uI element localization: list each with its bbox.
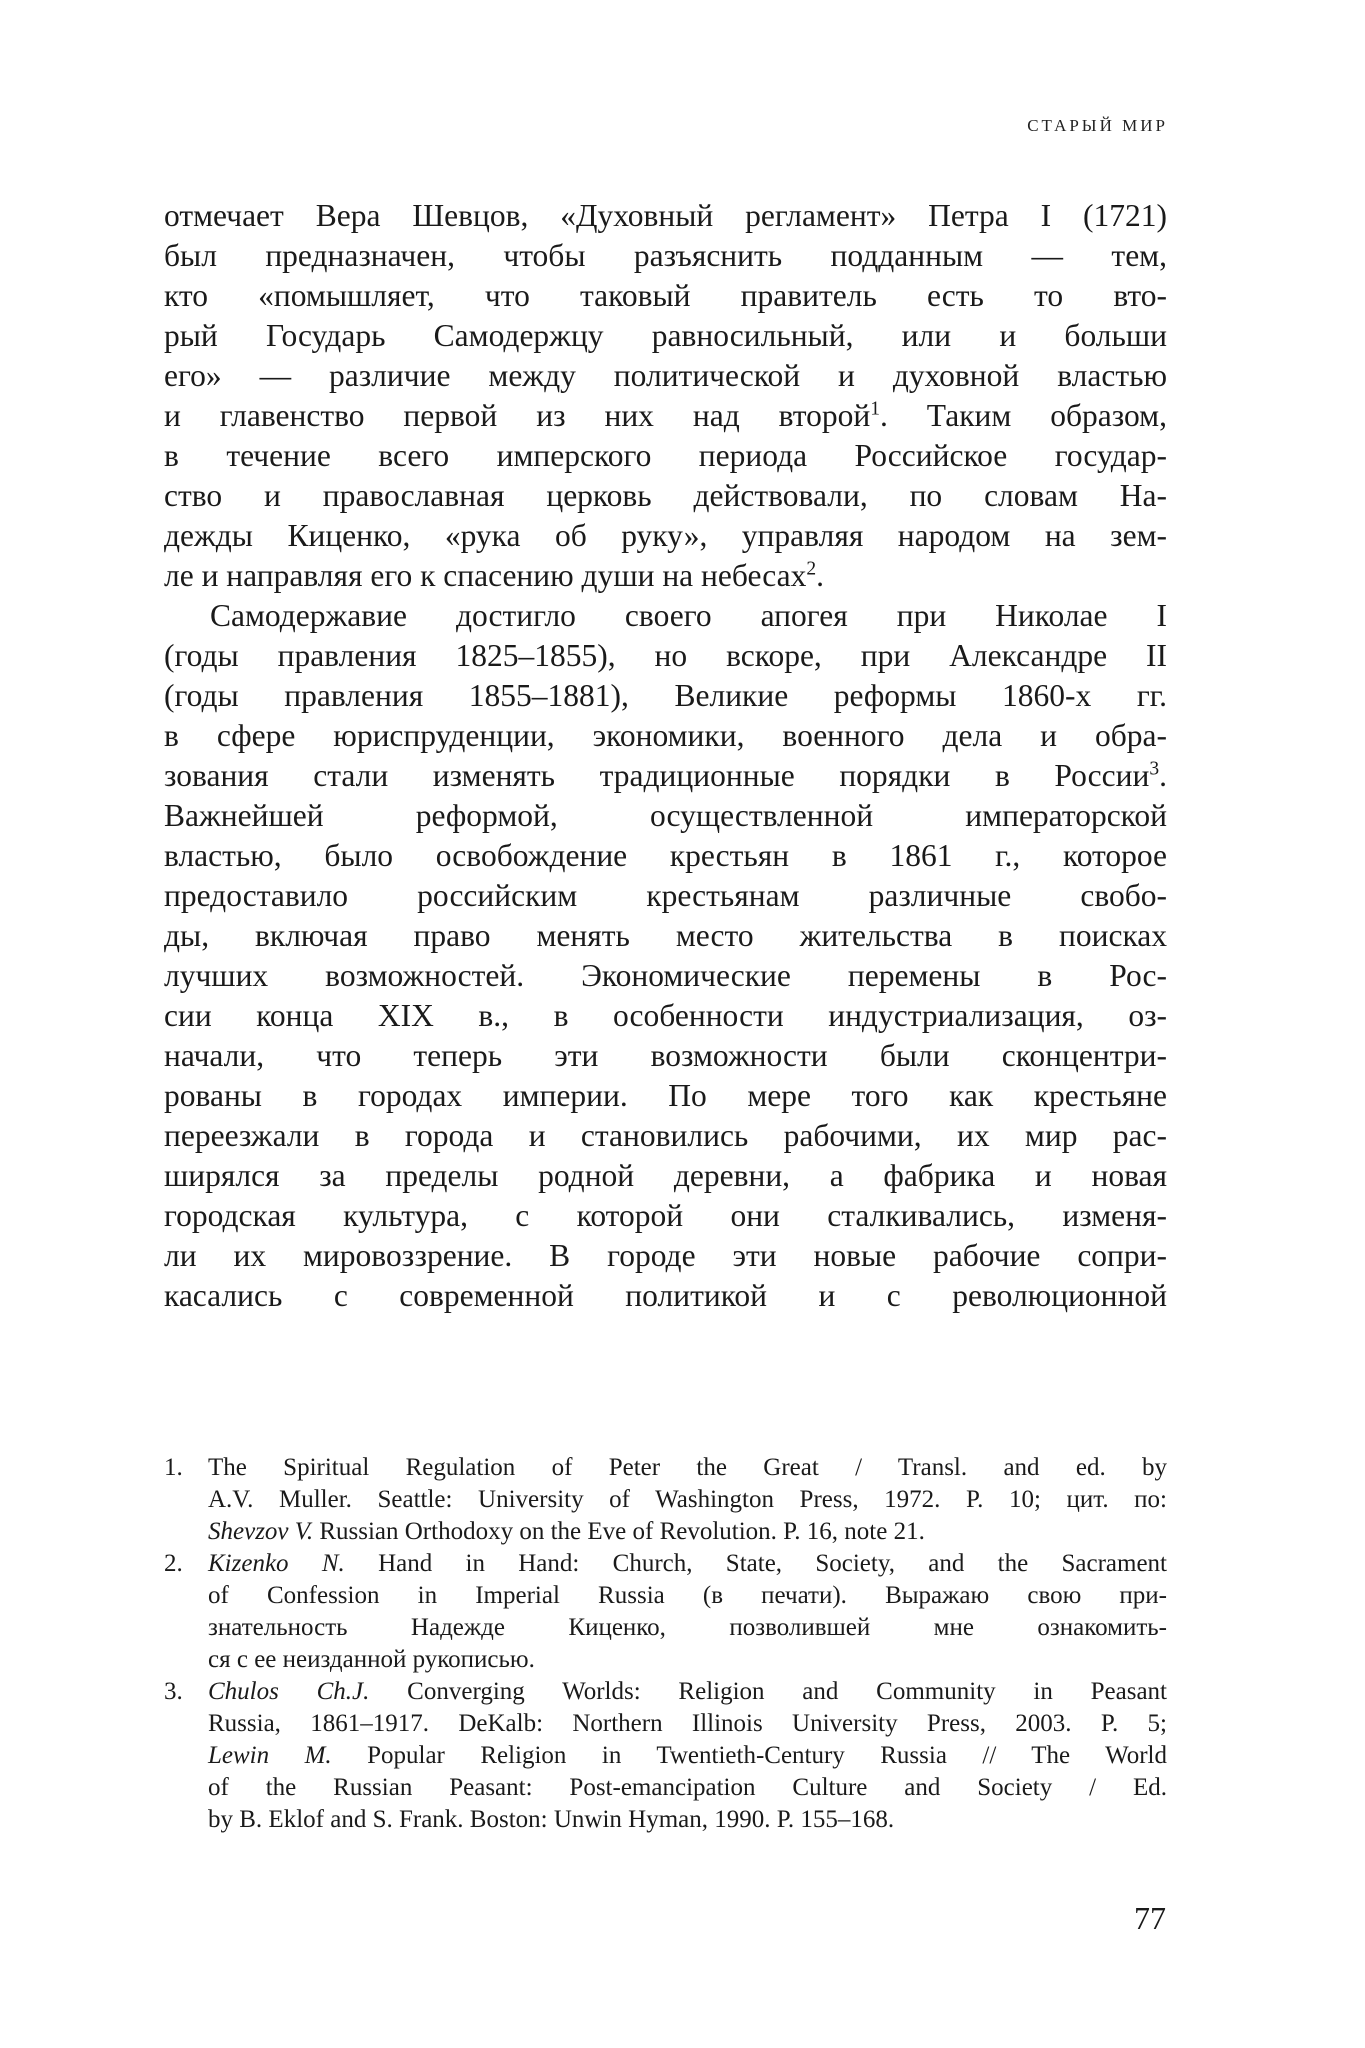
body-line: [164, 556, 1167, 596]
body-line: [164, 516, 1167, 556]
body-line-text: ство и православная церковь действовали, по словам На-: [164, 478, 1167, 513]
body-line-text: ды, включая право менять место жительства в поисках: [164, 918, 1167, 953]
footnote-line: [164, 1548, 1167, 1580]
body-line-text: в сфере юриспруденции, экономики, военного дела и обра-: [164, 718, 1167, 753]
footnote-number: 1.: [164, 1454, 183, 1481]
footnote-text: of Confession in Imperial Russia (в печати). Выражаю свою при-: [208, 1582, 1167, 1609]
footnote-line: [164, 1676, 1167, 1708]
body-line: [164, 1036, 1167, 1076]
body-line-text: кто «помышляет, что таковый правитель есть то вто-: [164, 278, 1167, 313]
footnote-author: Shevzov V.: [208, 1518, 314, 1545]
footnote-author: Kizenko N.: [208, 1550, 345, 1577]
footnote-line: [164, 1580, 1167, 1612]
footnote-line: [164, 1516, 1167, 1548]
footnote-reference[interactable]: 3: [1149, 758, 1160, 780]
body-line-text: предоставило российским крестьянам различные свобо-: [164, 878, 1167, 913]
body-line: [164, 796, 1167, 836]
body-line: [164, 1076, 1167, 1116]
footnote-author: Lewin M.: [208, 1742, 332, 1769]
body-line: [164, 236, 1167, 276]
body-line-text: ли их мировоззрение. В городе эти новые рабочие сопри-: [164, 1238, 1167, 1273]
body-line-text: отмечает Вера Шевцов, «Духовный регламент» Петра I (1721): [164, 198, 1167, 233]
body-line-text-after: .: [816, 558, 824, 593]
footnote-line: [164, 1644, 1167, 1676]
footnote-text: знательность Надежде Киценко, позволившей мне ознакомить-: [208, 1614, 1167, 1641]
body-line-text: (годы правления 1825–1855), но вскоре, при Александре II: [164, 638, 1167, 673]
body-line-text: властью, было освобождение крестьян в 1861 г., которое: [164, 838, 1167, 873]
body-line-text-after: .: [1159, 758, 1167, 793]
footnote-line: [164, 1708, 1167, 1740]
footnote-number: 3.: [164, 1678, 183, 1705]
footnote-line: [164, 1772, 1167, 1804]
body-line-text: лучших возможностей. Экономические перемены в Рос-: [164, 958, 1167, 993]
footnote-line: [164, 1452, 1167, 1484]
footnote-reference[interactable]: 1: [870, 398, 880, 420]
footnote-text: Russian Orthodoxy on the Eve of Revolution. P. 16, note 21.: [313, 1518, 925, 1545]
body-text: [164, 196, 1167, 1316]
footnote-number: 2.: [164, 1550, 183, 1577]
body-line-text: дежды Киценко, «рука об руку», управляя народом на зем-: [164, 518, 1167, 553]
body-line: [164, 916, 1167, 956]
footnote-text: ся с ее неизданной рукописью.: [208, 1646, 535, 1673]
footnote-text: Russia, 1861–1917. DeKalb: Northern Illinois University Press, 2003. P. 5;: [208, 1710, 1167, 1737]
body-line: [164, 276, 1167, 316]
body-line: [164, 876, 1167, 916]
body-line: [164, 996, 1167, 1036]
body-line: [164, 396, 1167, 436]
footnote: [164, 1548, 1167, 1676]
body-line-text: городская культура, с которой они сталкивались, изменя-: [164, 1198, 1167, 1233]
body-line-text: был предназначен, чтобы разъяснить подданным — тем,: [164, 238, 1167, 273]
body-line-text: переезжали в города и становились рабочими, их мир рас-: [164, 1118, 1167, 1153]
body-line: [164, 196, 1167, 236]
footnote-text: Converging Worlds: Religion and Community in Peasant: [369, 1678, 1168, 1705]
body-line: [164, 1156, 1167, 1196]
body-line: [164, 956, 1167, 996]
body-line: [164, 716, 1167, 756]
body-line-text: рый Государь Самодержцу равносильный, или и больши: [164, 318, 1167, 353]
footnote-line: [164, 1484, 1167, 1516]
footnote: [164, 1452, 1167, 1548]
footnote-text: Hand in Hand: Church, State, Society, and the Sacrament: [344, 1550, 1167, 1577]
body-line-text: сии конца XIX в., в особенности индустриализация, оз-: [164, 998, 1167, 1033]
body-line-text: зования стали изменять традиционные порядки в России: [164, 758, 1150, 793]
body-line-text-after: . Таким образом,: [879, 398, 1167, 433]
body-line: [164, 436, 1167, 476]
footnote-reference[interactable]: 2: [806, 558, 817, 580]
body-line-text: Самодержавие достигло своего апогея при Николае I: [210, 598, 1167, 633]
body-line: [164, 1276, 1167, 1316]
body-line: [164, 1116, 1167, 1156]
footnotes: [164, 1452, 1167, 1836]
body-line: [164, 1196, 1167, 1236]
footnote-text: Popular Religion in Twentieth-Century Russia // The World: [331, 1742, 1167, 1769]
footnote-line: [164, 1740, 1167, 1772]
footnote: [164, 1676, 1167, 1836]
footnote-text: A.V. Muller. Seattle: University of Washington Press, 1972. P. 10; цит. по:: [208, 1486, 1167, 1513]
body-line: [164, 676, 1167, 716]
body-line: [164, 356, 1167, 396]
footnote-line: [164, 1612, 1167, 1644]
footnote-text: of the Russian Peasant: Post-emancipation Culture and Society / Ed.: [208, 1774, 1167, 1801]
body-line: [164, 1236, 1167, 1276]
running-head: СТАРЫЙ МИР: [1027, 116, 1168, 135]
body-line-text: начали, что теперь эти возможности были сконцентри-: [164, 1038, 1167, 1073]
page-number: 77: [1134, 1900, 1166, 1936]
footnote-line: [164, 1804, 1167, 1836]
body-line-text: его» — различие между политической и духовной властью: [164, 358, 1167, 393]
body-line-text: ширялся за пределы родной деревни, а фабрика и новая: [164, 1158, 1167, 1193]
body-line-text: рованы в городах империи. По мере того как крестьяне: [164, 1078, 1167, 1113]
body-line: [164, 756, 1167, 796]
footnote-text: by B. Eklof and S. Frank. Boston: Unwin Hyman, 1990. P. 155–168.: [208, 1806, 895, 1833]
body-line-text: (годы правления 1855–1881), Великие реформы 1860-х гг.: [164, 678, 1167, 713]
body-line: [164, 476, 1167, 516]
body-line-text: ле и направляя его к спасению души на небесах: [164, 558, 807, 593]
footnote-author: Chulos Ch.J.: [208, 1678, 370, 1705]
body-line: [164, 316, 1167, 356]
body-line-text: касались с современной политикой и с революционной: [164, 1278, 1167, 1313]
body-line-text: в течение всего имперского периода Российское государ-: [164, 438, 1167, 473]
body-line-text: и главенство первой из них над второй: [164, 398, 871, 433]
body-line-text: Важнейшей реформой, осуществленной императорской: [164, 798, 1167, 833]
footnote-text: The Spiritual Regulation of Peter the Great / Transl. and ed. by: [208, 1454, 1167, 1481]
body-line: [164, 596, 1167, 636]
body-line: [164, 836, 1167, 876]
body-line: [164, 636, 1167, 676]
